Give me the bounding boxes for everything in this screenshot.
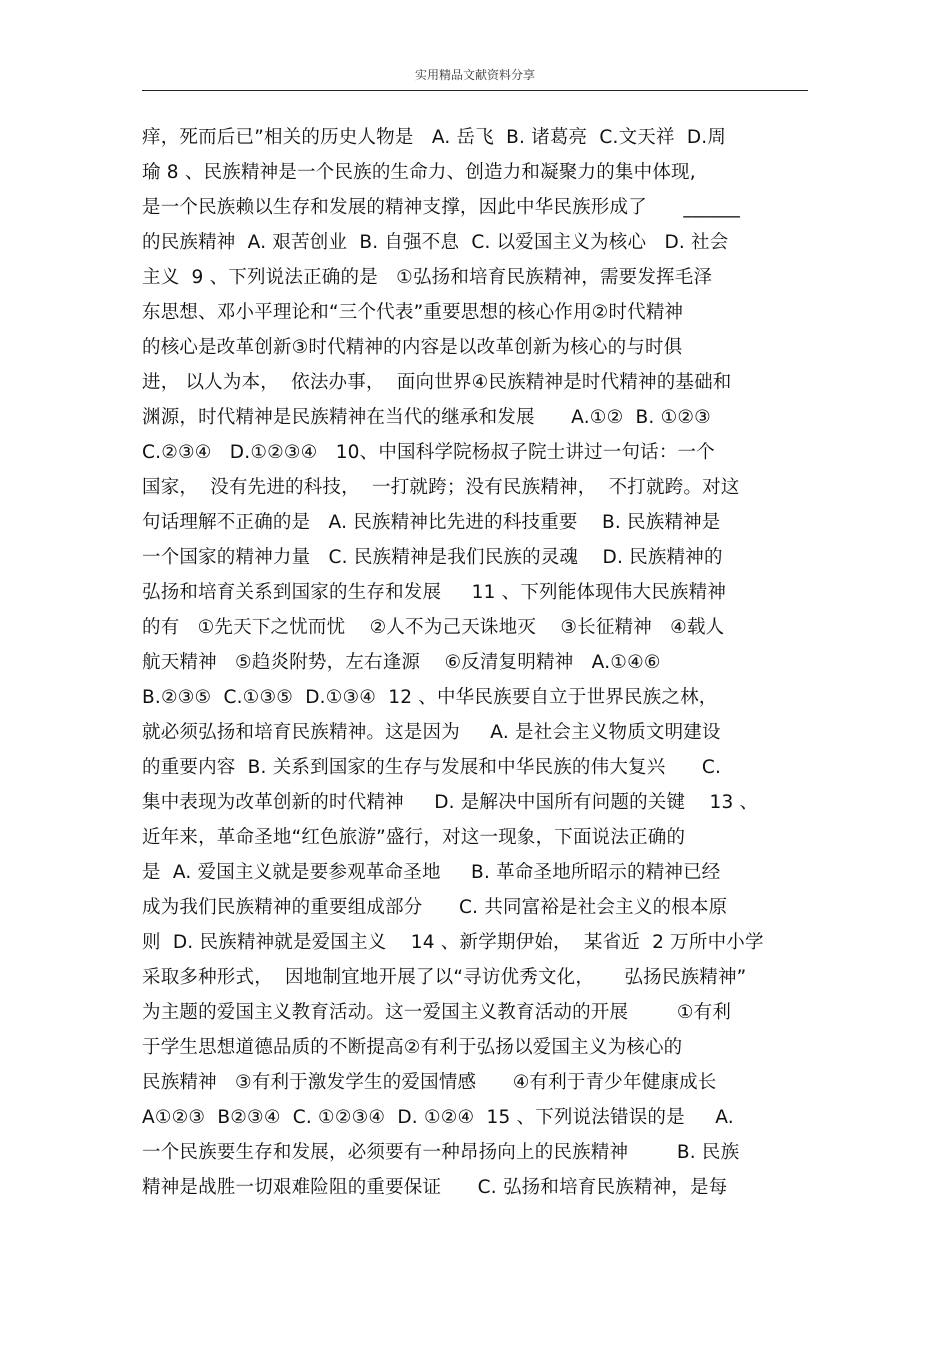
text-line: 国家， 没有先进的科技， 一打就跨；没有民族精神， 不打就跨。对这 [142,477,740,498]
text-line: 瑜 8 、民族精神是一个民族的生命力、创造力和凝聚力的集中体现, [142,162,696,183]
text-line: 于学生思想道德品质的不断提高②有利于弘扬以爱国主义为核心的 [142,1037,683,1058]
text-line: B.②③⑤ C.①③⑤ D.①③④ 12 、中华民族要自立于世界民族之林， [142,687,718,708]
text-line: 弘扬和培育关系到国家的生存和发展 11 、下列能体现伟大民族精神 [142,582,727,603]
header-divider [142,90,808,91]
text-line: 一个国家的精神力量 C. 民族精神是我们民族的灵魂 D. 民族精神的 [142,547,723,568]
text-line: 航天精神 ⑤趋炎附势，左右逢源 ⑥反清复明精神 A.①④⑥ [142,652,661,673]
text-line: 的重要内容 B. 关系到国家的生存与发展和中华民族的伟大复兴 C. [142,757,722,778]
text-line: 成为我们民族精神的重要组成部分 C. 共同富裕是社会主义的根本原 [142,897,728,918]
text-line: 东思想、邓小平理论和“三个代表”重要思想的核心作用②时代精神 [142,302,684,323]
text-line: 主义 9 、下列说法正确的是 ①弘扬和培育民族精神，需要发挥毛泽 [142,267,713,288]
text-line: 的民族精神 A. 艰苦创业 B. 自强不息 C. 以爱国主义为核心 D. 社会 [142,232,729,253]
text-line: 进， 以人为本， 依法办事， 面向世界④民族精神是时代精神的基础和 [142,372,732,393]
text-line: 精神是战胜一切艰难险阻的重要保证 C. 弘扬和培育民族精神，是每 [142,1177,728,1198]
text-line: 一个民族要生存和发展，必须要有一种昂扬向上的民族精神 B. 民族 [142,1142,740,1163]
text-line: 是一个民族赖以生存和发展的精神支撑，因此中华民族形成了 ______ [142,197,741,218]
text-line: 的有 ①先天下之忧而忧 ②人不为己天诛地灭 ③长征精神 ④载人 [142,617,725,638]
text-line: A①②③ B②③④ C. ①②③④ D. ①②④ 15 、下列说法错误的是 A. [142,1107,734,1128]
text-line: 就必须弘扬和培育民族精神。这是因为 A. 是社会主义物质文明建设 [142,722,721,743]
text-line: 痒，死而后已”相关的历史人物是 A. 岳飞 B. 诸葛亮 C.文天祥 D.周 [142,127,727,148]
text-line: 渊源，时代精神是民族精神在当代的继承和发展 A.①② B. ①②③ [142,407,711,428]
text-line: 句话理解不正确的是 A. 民族精神比先进的科技重要 B. 民族精神是 [142,512,721,533]
text-line: 采取多种形式， 因地制宜地开展了以“寻访优秀文化， 弘扬民族精神” [142,967,747,988]
text-line: C.②③④ D.①②③④ 10、中国科学院杨叔子院士讲过一句话：一个 [142,442,715,463]
text-line: 是 A. 爱国主义就是要参观革命圣地 B. 革命圣地所昭示的精神已经 [142,862,721,883]
text-line: 为主题的爱国主义教育活动。这一爱国主义教育活动的开展 ①有利 [142,1002,732,1023]
text-line: 的核心是改革创新③时代精神的内容是以改革创新为核心的与时俱 [142,337,683,358]
text-line: 民族精神 ③有利于激发学生的爱国情感 ④有利于青少年健康成长 [142,1072,717,1093]
page-header: 实用精品文献资料分享 [414,68,535,82]
text-line: 则 D. 民族精神就是爱国主义 14 、新学期伊始， 某省近 2 万所中小学 [142,932,764,953]
document-body [142,120,822,1205]
text-line: 近年来，革命圣地“红色旅游”盛行，对这一现象，下面说法正确的 [142,827,686,848]
text-line: 集中表现为改革创新的时代精神 D. 是解决中国所有问题的关键 13 、 [142,792,759,813]
